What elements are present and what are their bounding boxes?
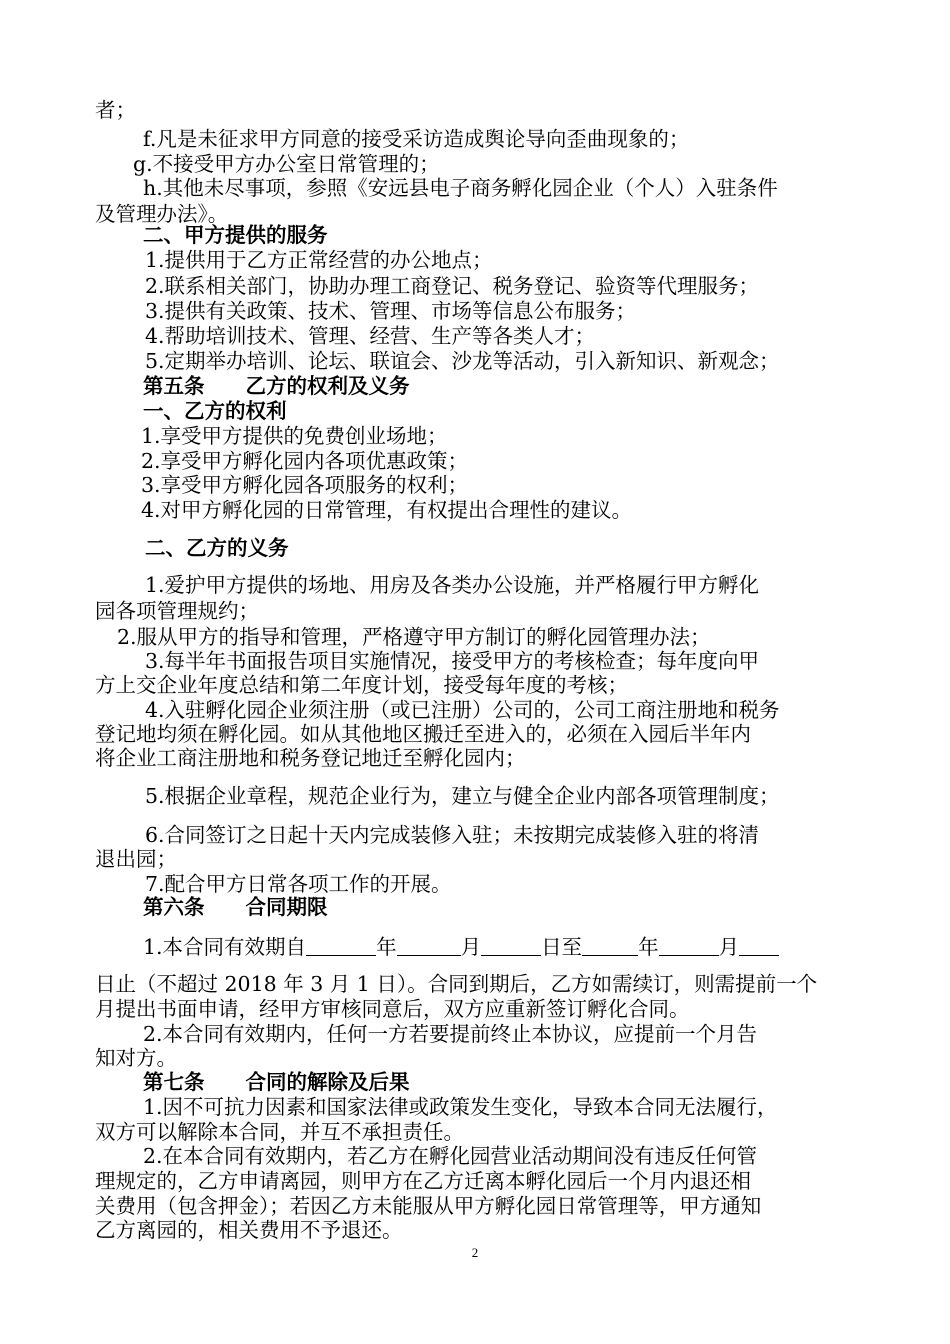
month-label: 月 (718, 935, 740, 959)
text-line: 知对方。 (95, 1046, 177, 1070)
blank-end-day (739, 935, 779, 956)
month-label: 月 (460, 935, 482, 959)
text-line: 5.根据企业章程，规范企业行为，建立与健全企业内部各项管理制度； (145, 784, 780, 808)
text-line: 1.提供用于乙方正常经营的办公地点； (145, 248, 493, 272)
text-line: 日止（不超过 2018 年 3 月 1 日）。合同到期后，乙方如需续订，则需提前一个 (95, 972, 818, 996)
text-line: 及管理办法》。 (95, 202, 229, 226)
text-line: 将企业工商注册地和税务登记地迁至孵化园内； (95, 746, 526, 770)
article-heading: 第七条 合同的解除及后果 (143, 1070, 410, 1094)
text-line: 2.服从甲方的指导和管理，严格遵守甲方制订的孵化园管理办法； (117, 625, 711, 649)
blank-start-year (306, 935, 376, 956)
text-line: 2.在本合同有效期内，若乙方在孵化园营业活动期间没有违反任何管 (143, 1144, 758, 1168)
article-heading: 第五条 乙方的权利及义务 (143, 374, 410, 398)
year-label: 年 (638, 935, 659, 959)
text-line: 3.每半年书面报告项目实施情况，接受甲方的考核检查；每年度向甲 (145, 649, 760, 673)
blank-start-month (397, 935, 461, 956)
blank-end-year (582, 935, 638, 956)
text-line: 双方可以解除本合同，并互不承担责任。 (95, 1120, 464, 1144)
text-line: 5.定期举办培训、论坛、联谊会、沙龙等活动，引入新知识、新观念； (145, 349, 780, 373)
text-line: 7.配合甲方日常各项工作的开展。 (145, 872, 452, 896)
section-heading: 二、甲方提供的服务 (143, 223, 328, 247)
text-line: 3.提供有关政策、技术、管理、市场等信息公布服务； (145, 299, 637, 323)
text-line: 登记地均须在孵化园。如从其他地区搬迁至进入的，必须在入园后半年内 (95, 722, 751, 746)
text-line: 4.帮助培训技术、管理、经营、生产等各类人才； (145, 324, 596, 348)
year-label: 年 (376, 935, 397, 959)
text-line: 4.入驻孵化园企业须注册（或已注册）公司的，公司工商注册地和税务 (145, 698, 780, 722)
text-line: 3.享受甲方孵化园各项服务的权利； (141, 473, 469, 497)
text-line: 1.因不可抗力因素和国家法律或政策发生变化，导致本合同无法履行， (143, 1095, 778, 1119)
text-line: 4.对甲方孵化园的日常管理，有权提出合理性的建议。 (141, 498, 633, 522)
blank-start-day (481, 935, 541, 956)
text-line: g.不接受甲方办公室日常管理的； (133, 152, 440, 176)
day-to-label: 日至 (541, 935, 583, 959)
page-number: 2 (471, 1245, 479, 1260)
text-line: 2.联系相关部门，协助办理工商登记、税务登记、验资等代理服务； (145, 274, 760, 298)
text-line: h.其他未尽事项，参照《安远县电子商务孵化园企业（个人）入驻条件 (143, 176, 778, 200)
section-heading: 一、乙方的权利 (143, 399, 287, 423)
text-line: 者； (95, 98, 136, 122)
text-line: 关费用（包含押金）；若因乙方未能服从甲方孵化园日常管理等，甲方通知 (95, 1194, 762, 1218)
text-line: 理规定的，乙方申请离园，则甲方在乙方迁离本孵化园后一个月内退还相 (95, 1169, 751, 1193)
text-line: f.凡是未征求甲方同意的接受采访造成舆论导向歪曲现象的； (143, 127, 690, 151)
section-heading: 二、乙方的义务 (145, 536, 289, 560)
text-line: 1.享受甲方提供的免费创业场地； (141, 424, 448, 448)
text-line: 2.享受甲方孵化园内各项优惠政策； (141, 449, 469, 473)
text-line: 2.本合同有效期内，任何一方若要提前终止本协议，应提前一个月告 (143, 1022, 758, 1046)
text-line: 乙方离园的，相关费用不予退还。 (95, 1218, 403, 1242)
text-line: 退出园； (95, 847, 177, 871)
article-heading: 第六条 合同期限 (143, 895, 328, 919)
text-line: 1.爱护甲方提供的场地、用房及各类办公设施，并严格履行甲方孵化 (145, 573, 760, 597)
text-line: 园各项管理规约； (95, 599, 259, 623)
text-line: 6.合同签订之日起十天内完成装修入驻；未按期完成装修入驻的将清 (145, 823, 760, 847)
term-prefix: 1.本合同有效期自 (143, 935, 307, 959)
term-date-line (143, 934, 779, 960)
blank-end-month (659, 935, 719, 956)
text-line: 方上交企业年度总结和第二年度计划，接受每年度的考核； (95, 673, 628, 697)
text-line: 月提出书面申请，经甲方审核同意后，双方应重新签订孵化合同。 (95, 997, 690, 1021)
